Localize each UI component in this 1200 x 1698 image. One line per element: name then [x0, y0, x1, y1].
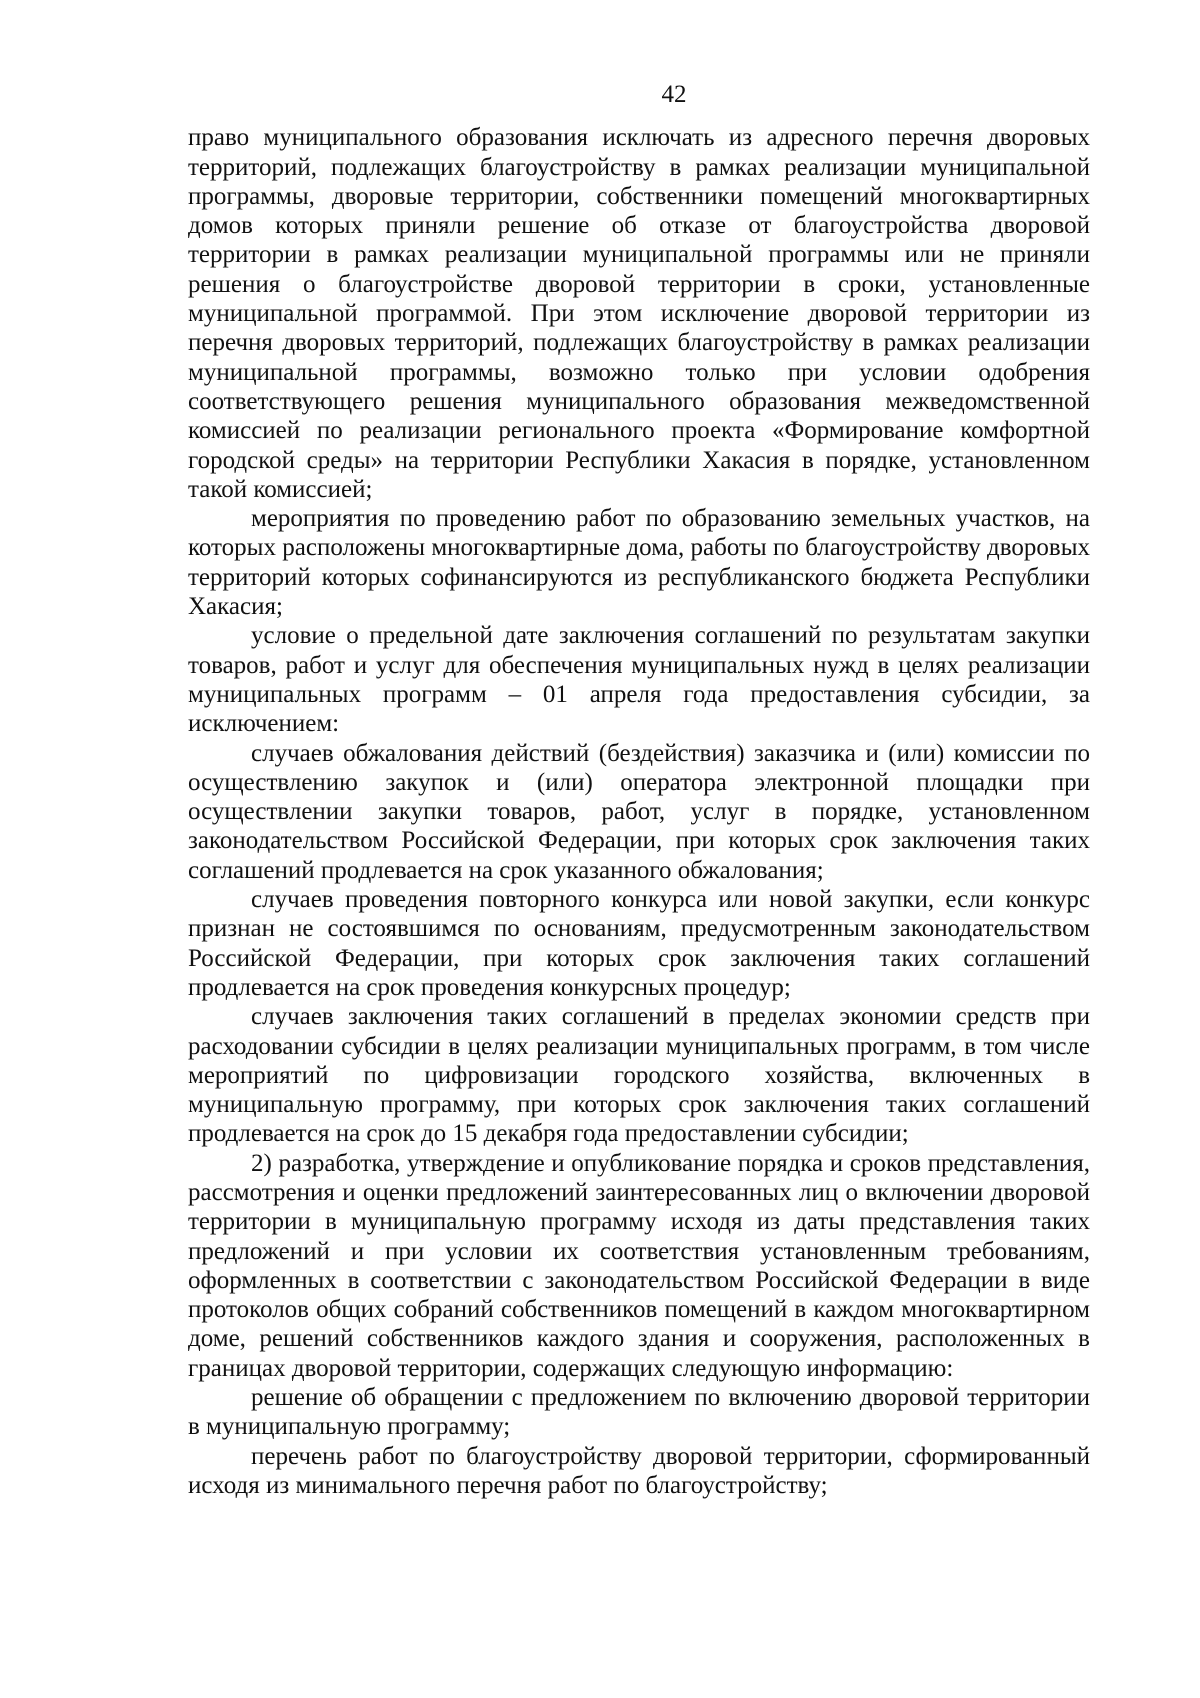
paragraph-land-plots-measures: мероприятия по проведению работ по образованию земельных участков, на которых расположены многоквартирные дома, работы по благоустройству дворовых территорий которых софинансируются из республиканского бюджета Республики Хакасия; — [188, 505, 1090, 621]
paragraph-savings-cases: случаев заключения таких соглашений в пределах экономии средств при расходовании субсидии в целях реализации муниципальных программ, в том числе мероприятий по цифровизации городского хозяйства, включенных в муниципальную программу, при которых срок заключения таких соглашений продлевается на срок до 15 декабря года предоставлении субсидии; — [188, 1003, 1090, 1148]
document-body — [188, 123, 1090, 1500]
paragraph-works-list: перечень работ по благоустройству дворовой территории, сформированный исходя из минимального перечня работ по благоустройству; — [188, 1442, 1090, 1499]
paragraph-item-2-procedure: 2) разработка, утверждение и опубликование порядка и сроков представления, рассмотрения и оценки предложений заинтересованных лиц о включении дворовой территории в муниципальную программу исходя из даты представления таких предложений и при условии их соответствия установленным требованиям, оформленных в соответствии с законодательством Российской Федерации в виде протоколов общих собраний собственников помещений в каждом многоквартирном доме, решений собственников каждого здания и сооружения, расположенных в границах дворовой территории, содержащих следующую информацию: — [188, 1149, 1090, 1382]
paragraph-inclusion-decision: решение об обращении с предложением по включению дворовой территории в муниципальную программу; — [188, 1384, 1090, 1441]
paragraph-municipal-right-exclusion: право муниципального образования исключать из адресного перечня дворовых территорий, подлежащих благоустройству в рамках реализации муниципальной программы, дворовые территории, собственники помещений многоквартирных домов которых приняли решение об отказе от благоустройства дворовой территории в рамках реализации муниципальной программы или не приняли решения о благоустройстве дворовой территории в сроки, установленные муниципальной программой. При этом исключение дворовой территории из перечня дворовых территорий, подлежащих благоустройству в рамках реализации муниципальной программы, возможно только при условии одобрения соответствующего решения муниципального образования межведомственной комиссией по реализации регионального проекта «Формирование комфортной городской среды» на территории Республики Хакасия в порядке, установленном такой комиссией; — [188, 124, 1090, 503]
paragraph-appeal-cases: случаев обжалования действий (бездействия) заказчика и (или) комиссии по осуществлению закупок и (или) оператора электронной площадки при осуществлении закупки товаров, работ, услуг в порядке, установленном законодательством Российской Федерации, при которых срок заключения таких соглашений продлевается на срок указанного обжалования; — [188, 739, 1090, 884]
page-number: 42 — [661, 81, 687, 108]
paragraph-agreement-deadline: условие о предельной дате заключения соглашений по результатам закупки товаров, работ и услуг для обеспечения муниципальных нужд в целях реализации муниципальных программ – 01 апреля года предоставления субсидии, за исключением: — [188, 622, 1090, 738]
paragraph-repeat-tender-cases: случаев проведения повторного конкурса или новой закупки, если конкурс признан не состоявшимся по основаниям, предусмотренным законодательством Российской Федерации, при которых срок заключения таких соглашений продлевается на срок проведения конкурсных процедур; — [188, 886, 1090, 1001]
